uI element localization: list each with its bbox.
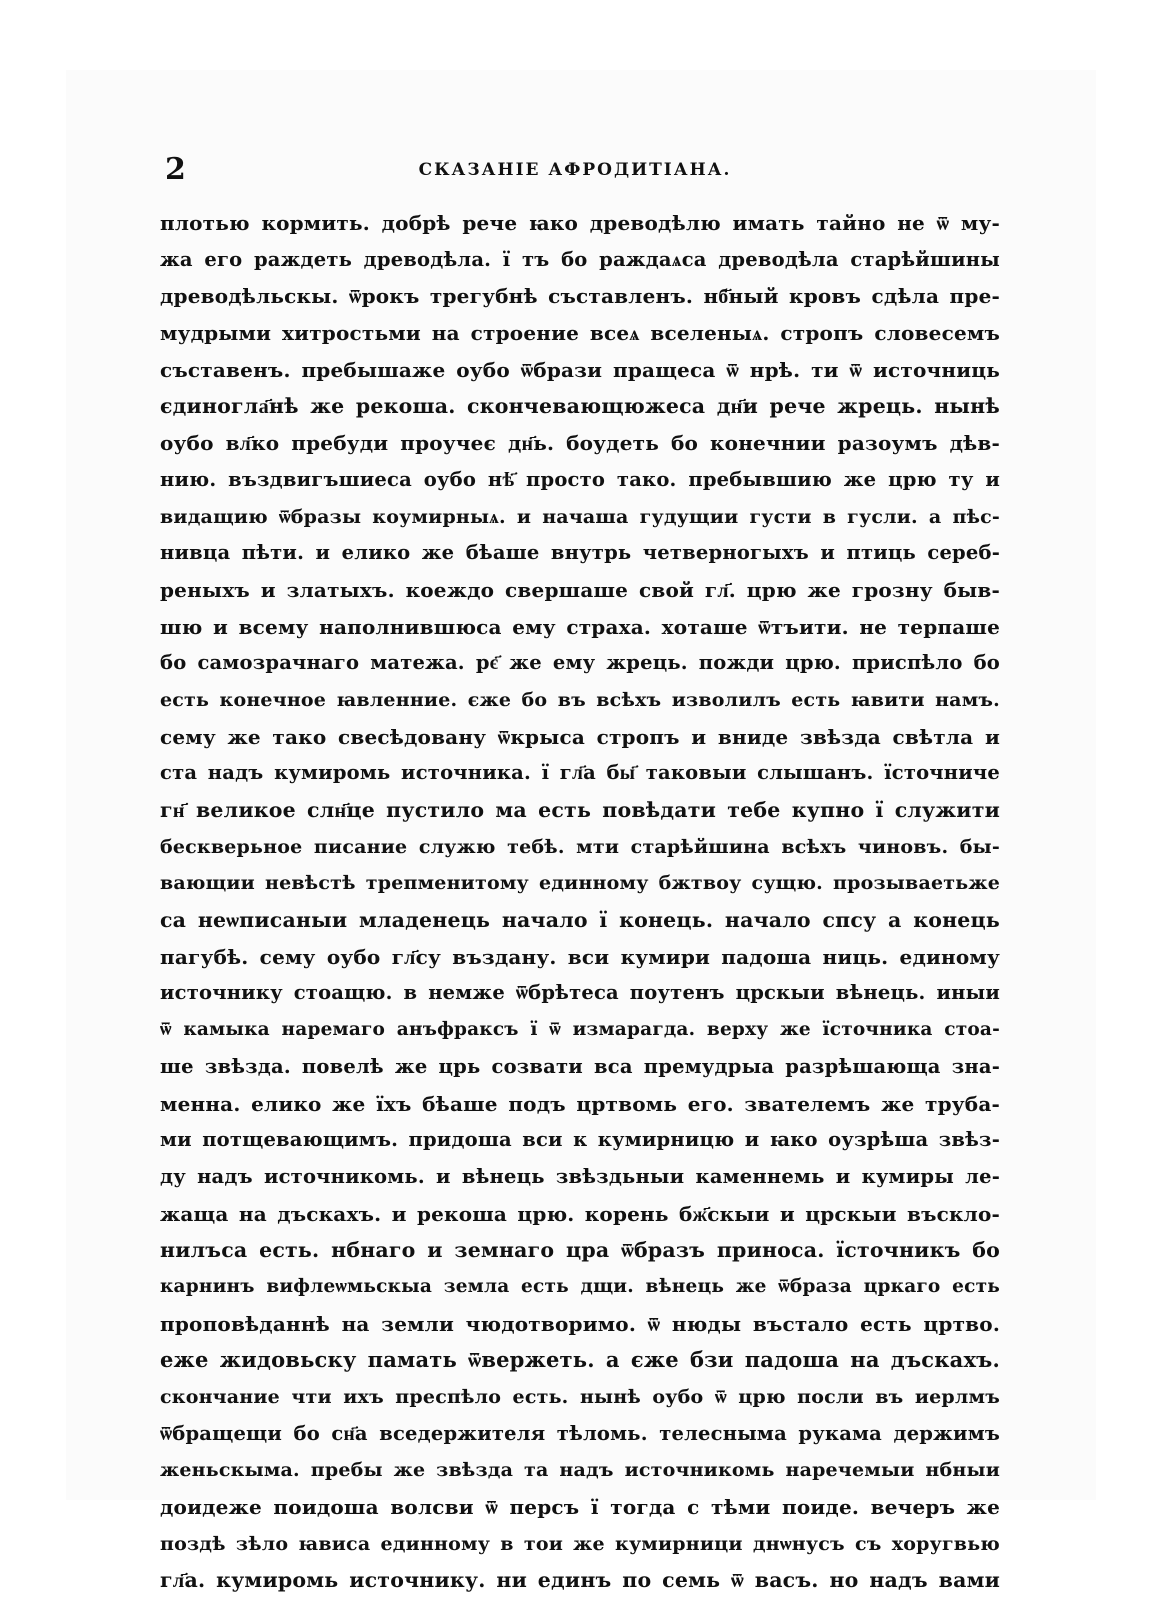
text-line: плотью кормить. добрѣ рече ꙗко древодѣлю имать тайно не ѿ му- bbox=[160, 211, 1000, 235]
text-line: скончание чти ихъ преспѣло есть. нынѣ оубо ѿ црю посли въ иерлмъ bbox=[160, 1386, 1000, 1408]
text-line: источнику стоащю. в немже ѿбрѣтеса поутенъ црскыи вѣнець. иныи bbox=[160, 981, 1000, 1005]
text-line: есть конечное ꙗвленние. єже бо въ всѣхъ изволилъ есть ꙗвити намъ. bbox=[160, 688, 1000, 711]
text-line: нилъса есть. нбнаго и земнаго цра ѿбразъ приноса. їсточникъ бо bbox=[160, 1238, 1000, 1263]
text-line: шю и всему наполнившюса ему страха. хоташе ѿтъити. не терпаше bbox=[160, 614, 1000, 639]
text-line: видащию ѿбразы коумирныѧ. и начаша гудущии густи в гусли. а пѣс- bbox=[160, 505, 1000, 528]
text-line: реныхъ и златыхъ. коеждо свершаше свой гл҃. црю же грозну быв- bbox=[160, 577, 1000, 602]
text-line: жа его раждеть древодѣла. ї тъ бо раждаѧса древодѣла старѣйшины bbox=[160, 247, 1000, 271]
page-header bbox=[165, 150, 985, 190]
text-line: вающии невѣстѣ трепменитому единному бжтвоу сущю. прозываетьже bbox=[160, 872, 1000, 895]
text-line: ду надъ источникомь. и вѣнець звѣздьныи каменнемь и кумиры ле- bbox=[160, 1164, 1000, 1188]
text-line: ѿ камыка наремаго анъфраксъ ї ѿ измарагда. верху же їсточника стоа- bbox=[160, 1019, 1000, 1041]
text-line: ми потщевающимъ. придоша вси к кумирницю и ꙗко оузрѣша звѣз- bbox=[160, 1128, 1000, 1152]
page-number: 2 bbox=[165, 152, 186, 187]
text-line: ста надъ кумиромь источника. ї гл҃а бы҃ таковыи слышанъ. їсточниче bbox=[160, 761, 1000, 785]
text-line: сему же тако свесѣдовану ѿкрыса стропъ и вниде звѣзда свѣтла и bbox=[160, 724, 1000, 749]
text-line: нию. въздвигъшиеса оубо нѣ҃ просто тако. пребывшию же црю ту и bbox=[160, 467, 1000, 491]
text-line: ше звѣзда. повелѣ же црь созвати вса премудрыа разрѣшающа зна- bbox=[160, 1054, 1000, 1078]
text-line: древодѣльскы. ѿрокъ трегубнѣ съставленъ. нб҃ный кровъ сдѣла пре- bbox=[160, 284, 1000, 309]
text-line: менна. елико же їхъ бѣаше подъ цртвомь его. звателемъ же труба- bbox=[160, 1091, 1000, 1116]
text-line: гл҃а. кумиромь источнику. ни единъ по семь ѿ васъ. но надъ вами bbox=[160, 1568, 1000, 1593]
text-line: жаща на дъскахъ. и рекоша црю. корень бж҃скыи и црскыи въскло- bbox=[160, 1201, 1000, 1226]
text-line: єдиногла҃нѣ же рекоша. скончевающюжеса дн҃и рече жрець. нынѣ bbox=[160, 394, 1000, 419]
text-line: проповѣданнѣ на земли чюдотворимо. ѿ нюды въстало есть цртво. bbox=[160, 1311, 1000, 1336]
running-title: СКАЗАНІЕ АФРОДИТІАНА. bbox=[418, 160, 732, 180]
body-text bbox=[160, 205, 1000, 1593]
text-line: пагубѣ. сему оубо гл҃су въздану. вси кумири падоша ниць. единому bbox=[160, 944, 1000, 969]
text-line: бескверьное писание служю тебѣ. мти старѣйшина всѣхъ чиновъ. бы- bbox=[160, 835, 1000, 858]
text-line: ѿбращещи бо сн҃а вседержителя тѣломь. телесныма рукама держимъ bbox=[160, 1421, 1000, 1445]
text-line: мудрыми хитростьми на строение всеѧ вселеныѧ. стропъ словесемъ bbox=[160, 321, 1000, 346]
text-line: поздѣ зѣло ꙗвиса единному в тои же кумирници днѡнусъ съ хоругвью bbox=[160, 1532, 1000, 1555]
text-line: оубо вл҃ко пребуди проучеє дн҃ь. боудеть бо конечнии разоумъ дѣв- bbox=[160, 431, 1000, 456]
text-line: еже жидовьску памать ѿвержеть. а єже бзи падоша на дъскахъ. bbox=[160, 1347, 1000, 1373]
text-line: карнинъ вифлеѡмьскыа земла есть дщи. вѣнець же ѿбраза цркаго есть bbox=[160, 1275, 1000, 1297]
text-line: нивца пѣти. и елико же бѣаше внутрь четверногыхъ и птиць сереб- bbox=[160, 541, 1000, 565]
text-line: гн҃ великое слн҃це пустило ма есть повѣдати тебе купно ї служити bbox=[160, 798, 1000, 822]
text-line: доидеже поидоша волсви ѿ персъ ї тогда с тѣми поиде. вечеръ же bbox=[160, 1495, 1000, 1520]
text-line: са неѡписаныи младенець начало ї конець. начало спсу а конець bbox=[160, 908, 1000, 933]
text-line: съставенъ. пребышаже оубо ѿбрази пращеса ѿ нрѣ. ти ѿ источниць bbox=[160, 357, 1000, 382]
text-line: женьскыма. пребы же звѣзда та надъ источникомь наречемыи нбныи bbox=[160, 1459, 1000, 1482]
text-line: бо самозрачнаго матежа. рє҃ же ему жрець. пожди црю. приспѣло бо bbox=[160, 651, 1000, 675]
